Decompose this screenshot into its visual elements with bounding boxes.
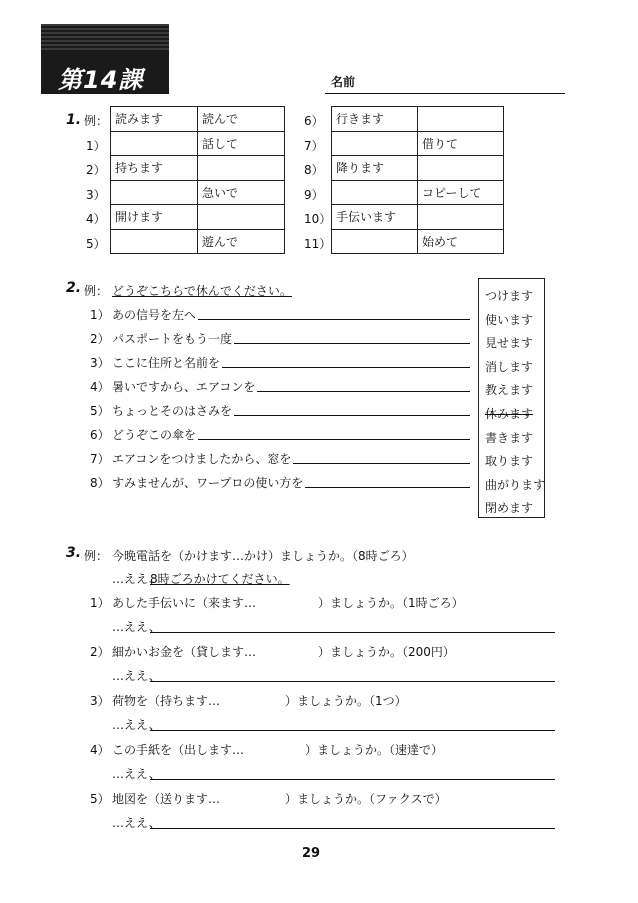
- conjugation-row: [111, 156, 285, 181]
- te-form-cell: 遊んで: [198, 229, 285, 254]
- conjugation-row: [111, 229, 285, 254]
- sentence-label: 7）: [90, 452, 110, 466]
- sentence-prompt: すみませんが、ワープロの使い方を: [112, 476, 304, 490]
- answer-line[interactable]: [222, 367, 470, 368]
- masu-form-cell: 開けます: [111, 205, 198, 230]
- conjugation-row: [332, 205, 504, 230]
- conjugation-row: [332, 156, 504, 181]
- masu-form-cell[interactable]: [111, 180, 198, 205]
- verb-choice: 書きます: [485, 430, 534, 445]
- sentence-label: 4）: [90, 380, 110, 394]
- question-text-end: ）ましょうか。（ファクスで）: [285, 792, 447, 806]
- verb-choice: 休みます: [485, 407, 534, 421]
- exercise-3-example-label: 例：: [84, 549, 109, 563]
- question-text-end: ）ましょうか。（1時ごろ）: [318, 596, 464, 610]
- sentence-prompt: ちょっとそのはさみを: [112, 404, 233, 418]
- te-form-cell[interactable]: [418, 156, 504, 181]
- conjugation-row-label: 3）: [86, 187, 106, 202]
- name-label: 名前: [331, 75, 356, 89]
- conjugation-row: [332, 131, 504, 156]
- conjugation-row: [111, 131, 285, 156]
- te-form-cell[interactable]: [198, 156, 285, 181]
- te-form-cell: コピーして: [418, 180, 504, 205]
- verb-choice-box: [478, 278, 545, 518]
- masu-form-cell: 手伝います: [332, 205, 418, 230]
- conjugation-row-label: 4）: [86, 212, 106, 226]
- sentence-label: 3）: [90, 356, 110, 370]
- exercise-3-example-answer-prefix: …ええ、: [112, 572, 161, 586]
- answer-prefix: …ええ、: [112, 620, 161, 634]
- sentence-label: 6）: [90, 428, 110, 442]
- sentence-prompt: ここに住所と名前を: [112, 356, 221, 370]
- question-text-start: 地図を（送ります…: [112, 792, 221, 806]
- masu-form-cell: 降ります: [332, 156, 418, 181]
- sentence-label: 8）: [90, 476, 110, 490]
- masu-form-cell[interactable]: [332, 229, 418, 254]
- answer-prefix: …ええ、: [112, 718, 161, 732]
- verb-choice: 閉めます: [485, 501, 534, 516]
- sentence-label: 5）: [90, 404, 110, 418]
- verb-choice: 取ります: [485, 454, 534, 469]
- conjugation-row: [332, 107, 504, 132]
- question-label: 4）: [90, 743, 110, 757]
- conjugation-row-label: 2）: [86, 163, 106, 177]
- answer-line[interactable]: [150, 681, 555, 682]
- conjugation-row-label: 8）: [304, 163, 324, 177]
- question-text-end: ）ましょうか。（200円）: [318, 645, 455, 659]
- answer-line[interactable]: [150, 730, 555, 731]
- exercise-2-number: 2.: [66, 280, 82, 296]
- te-form-cell: 読んで: [198, 107, 285, 132]
- question-text-start: あした手伝いに（来ます…: [112, 596, 257, 610]
- answer-line[interactable]: [150, 828, 555, 829]
- conjugation-row: [111, 180, 285, 205]
- sentence-prompt: 暑いですから、エアコンを: [112, 380, 256, 394]
- conjugation-row: [332, 229, 504, 254]
- answer-line[interactable]: [293, 463, 470, 464]
- question-label: 5）: [90, 792, 110, 806]
- te-form-cell[interactable]: [418, 107, 504, 132]
- sentence-prompt: パスポートをもう一度: [112, 332, 233, 346]
- te-form-cell[interactable]: [418, 205, 504, 230]
- verb-choice: 曲がります: [485, 477, 546, 492]
- conjugation-row-label: 5）: [86, 236, 106, 251]
- conjugation-row-label: 6）: [304, 114, 324, 128]
- verb-choice: 使います: [485, 312, 534, 327]
- answer-line[interactable]: [198, 439, 470, 440]
- sentence-prompt: エアコンをつけましたから、窓を: [112, 452, 292, 466]
- name-field-line[interactable]: [325, 93, 565, 94]
- verb-choice: 消します: [485, 359, 534, 374]
- answer-prefix: …ええ、: [112, 669, 161, 683]
- answer-line[interactable]: [305, 487, 470, 488]
- question-text-start: 細かいお金を（貸します…: [112, 645, 257, 659]
- conjugation-table-left: [110, 106, 285, 254]
- verb-choice: 見せます: [485, 336, 534, 351]
- te-form-cell: 話して: [198, 131, 285, 156]
- te-form-cell: 始めて: [418, 229, 504, 254]
- answer-line[interactable]: [198, 319, 470, 320]
- sentence-prompt: あの信号を左へ: [112, 308, 197, 322]
- verb-choice: 教えます: [485, 383, 534, 398]
- answer-line[interactable]: [150, 632, 555, 633]
- exercise-3-number: 3.: [66, 545, 82, 561]
- masu-form-cell[interactable]: [111, 131, 198, 156]
- lesson-title: 第14課: [58, 66, 144, 94]
- exercise-2-example: どうぞこちらで休んでください。: [112, 284, 292, 298]
- conjugation-row: [111, 205, 285, 230]
- exercise-3-example-question: 今晩電話を（かけます…かけ）ましょうか。（8時ごろ）: [112, 549, 414, 563]
- sentence-label: 2）: [90, 332, 110, 346]
- question-text-start: 荷物を（持ちます…: [112, 694, 221, 708]
- masu-form-cell: 読みます: [111, 107, 198, 132]
- sentence-label: 1）: [90, 308, 110, 322]
- exercise-1-number: 1.: [66, 112, 82, 128]
- answer-line[interactable]: [150, 779, 555, 780]
- conjugation-row: [332, 180, 504, 205]
- verb-choice: つけます: [485, 289, 534, 303]
- te-form-cell: 借りて: [418, 131, 504, 156]
- question-text-start: この手紙を（出します…: [112, 743, 245, 757]
- te-form-cell: 急いで: [198, 180, 285, 205]
- answer-line[interactable]: [234, 415, 470, 416]
- header-stripes: [41, 24, 169, 52]
- question-label: 3）: [90, 694, 110, 708]
- page-number: 29: [302, 846, 321, 861]
- answer-line[interactable]: [257, 391, 470, 392]
- conjugation-row-label: 10）: [304, 212, 332, 226]
- conjugation-row-label: 11）: [304, 236, 332, 251]
- conjugation-row-label: 9）: [304, 187, 324, 202]
- masu-form-cell: 持ちます: [111, 156, 198, 181]
- sentence-prompt: どうぞこの傘を: [112, 428, 197, 442]
- answer-prefix: …ええ、: [112, 816, 161, 830]
- conjugation-row-label: 1）: [86, 138, 106, 153]
- conjugation-row-label: 例：: [84, 114, 109, 128]
- masu-form-cell[interactable]: [111, 229, 198, 254]
- conjugation-row-label: 7）: [304, 138, 324, 153]
- question-text-end: ）ましょうか。（速達で）: [305, 743, 444, 757]
- masu-form-cell[interactable]: [332, 131, 418, 156]
- te-form-cell[interactable]: [198, 205, 285, 230]
- question-label: 2）: [90, 645, 110, 659]
- conjugation-row: [111, 107, 285, 132]
- exercise-2-example-label: 例：: [84, 284, 109, 298]
- masu-form-cell[interactable]: [332, 180, 418, 205]
- exercise-3-example-answer: 8時ごろかけてください。: [150, 572, 290, 586]
- masu-form-cell: 行きます: [332, 107, 418, 132]
- answer-prefix: …ええ、: [112, 767, 161, 781]
- question-text-end: ）ましょうか。（1つ）: [285, 694, 407, 708]
- answer-line[interactable]: [234, 343, 470, 344]
- question-label: 1）: [90, 596, 110, 610]
- conjugation-table-right: [331, 106, 504, 254]
